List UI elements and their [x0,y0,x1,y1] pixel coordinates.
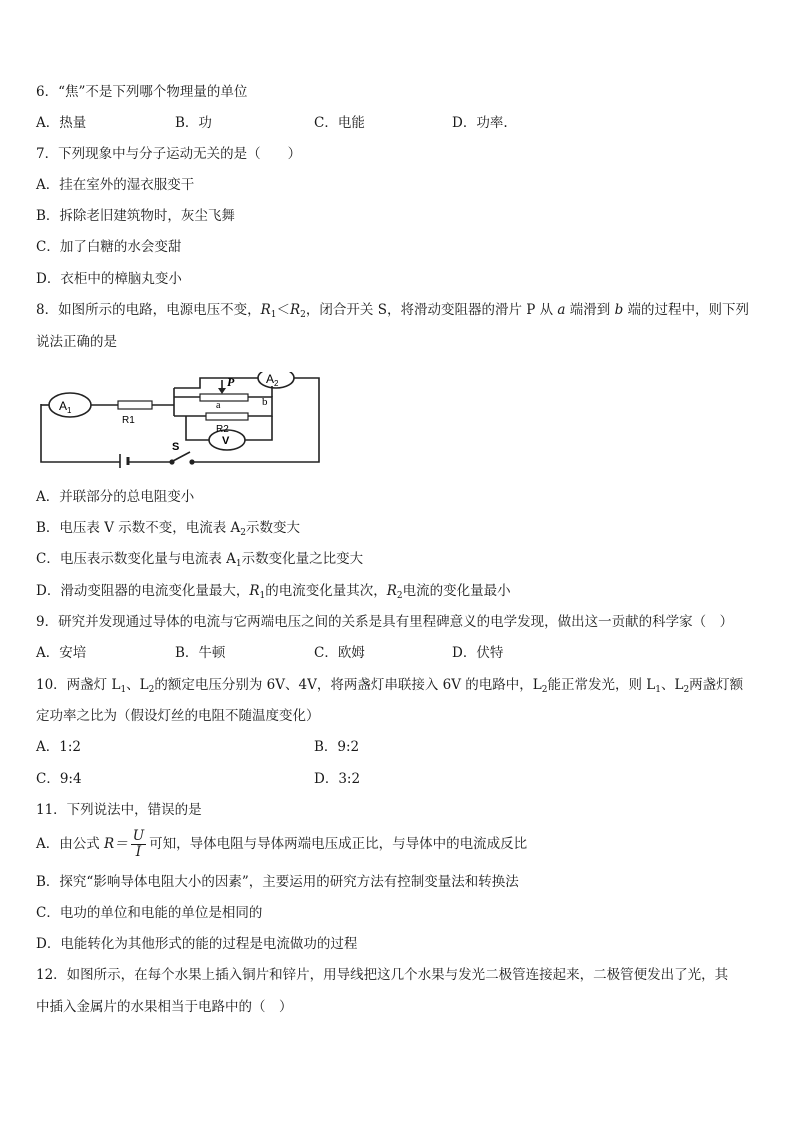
q9-option-b: B．牛顿 [175,645,226,661]
q6-option-d: D．功率. [452,115,508,131]
q10-option-a: A．1:2 [36,739,81,755]
q7-option-d: D．衣柜中的樟脑丸变小 [36,271,182,287]
q10-stem: 10．两盏灯 $L_1$、$L_2$的额定电压分别为 6V、4V，将两盏灯串联接入 6V 的电路中，$L_2$能正常发光，则 $L_1$、$L_2$两盏灯额 [36,677,744,695]
q11-option-b: B．探究“影响导体电阻大小的因素”，主要运用的研究方法有控制变量法和转换法 [36,874,519,890]
fraction-u-over-i: $\frac{U}{I}$ [132,828,145,860]
q8-option-a: A．并联部分的总电阻变小 [36,489,195,505]
q7-option-b: B．拆除老旧建筑物时，灰尘飞舞 [36,208,235,224]
q7-stem: 7．下列现象中与分子运动无关的是（ ） [36,146,302,162]
q8-option-c: C．电压表示数变化量与电流表 $A_1$示数变化量之比变大 [36,551,364,569]
q8-option-b: B．电压表 V 示数不变，电流表 $A_2$示数变大 [36,520,301,538]
q10-option-b: B．9:2 [314,739,360,755]
q7-option-c: C．加了白糖的水会变甜 [36,239,182,255]
label-r1: R1 [122,415,135,426]
q8-stem-line2: 说法正确的是 [36,334,117,350]
q10-option-c: C．9:4 [36,771,82,787]
q8-stem: 8．如图所示的电路，电源电压不变，$R_1<R_2$，闭合开关 S，将滑动变阻器的滑片 P 从 a 端滑到 b 端的过程中，则下列 [36,302,750,320]
q11-option-a: A．由公式 R＝ $\frac{U}{I}$ 可知，导体电阻与导体两端电压成正比，与导体中的电流成反比 [36,828,528,860]
label-a2: $A_2$ [266,372,279,388]
label-v: V [222,435,230,447]
label-s: S [172,441,180,453]
q6-option-c: C．电能 [314,115,365,131]
q9-stem: 9．研究并发现通过导体的电流与它两端电压之间的关系是具有里程碑意义的电学发现，做出这一贡献的科学家（ ） [36,614,734,630]
q8-option-d: D．滑动变阻器的电流变化量最大，$R_1$的电流变化量其次，$R_2$电流的变化量最小 [36,583,511,601]
q6-option-b: B．功 [175,115,212,131]
q7-option-a: A．挂在室外的湿衣服变干 [36,177,195,193]
label-a-end: a [216,400,221,411]
circuit-diagram [36,372,326,468]
label-b-end: b [262,396,268,408]
label-r2: R2 [216,424,229,435]
q9-option-d: D．伏特 [452,645,504,661]
q6-stem: 6．“焦”不是下列哪个物理量的单位 [36,84,248,100]
q10-option-d: D．3:2 [314,771,361,787]
q12-stem: 12．如图所示，在每个水果上插入铜片和锌片，用导线把这几个水果与发光二极管连接起来，二极管便发出了光，其 [36,967,729,983]
q10-stem-line2: 定功率之比为（假设灯丝的电阻不随温度变化） [36,708,320,724]
q6-option-a: A．热量 [36,115,87,131]
q9-option-a: A．安培 [36,645,87,661]
label-a1: $A_1$ [59,399,72,415]
label-p: P [227,375,235,389]
q11-option-c: C．电功的单位和电能的单位是相同的 [36,905,263,921]
q9-option-c: C．欧姆 [314,645,365,661]
q11-option-d: D．电能转化为其他形式的能的过程是电流做功的过程 [36,936,358,952]
q11-stem: 11．下列说法中，错误的是 [36,802,202,818]
q12-stem-line2: 中插入金属片的水果相当于电路中的（ ） [36,999,293,1015]
